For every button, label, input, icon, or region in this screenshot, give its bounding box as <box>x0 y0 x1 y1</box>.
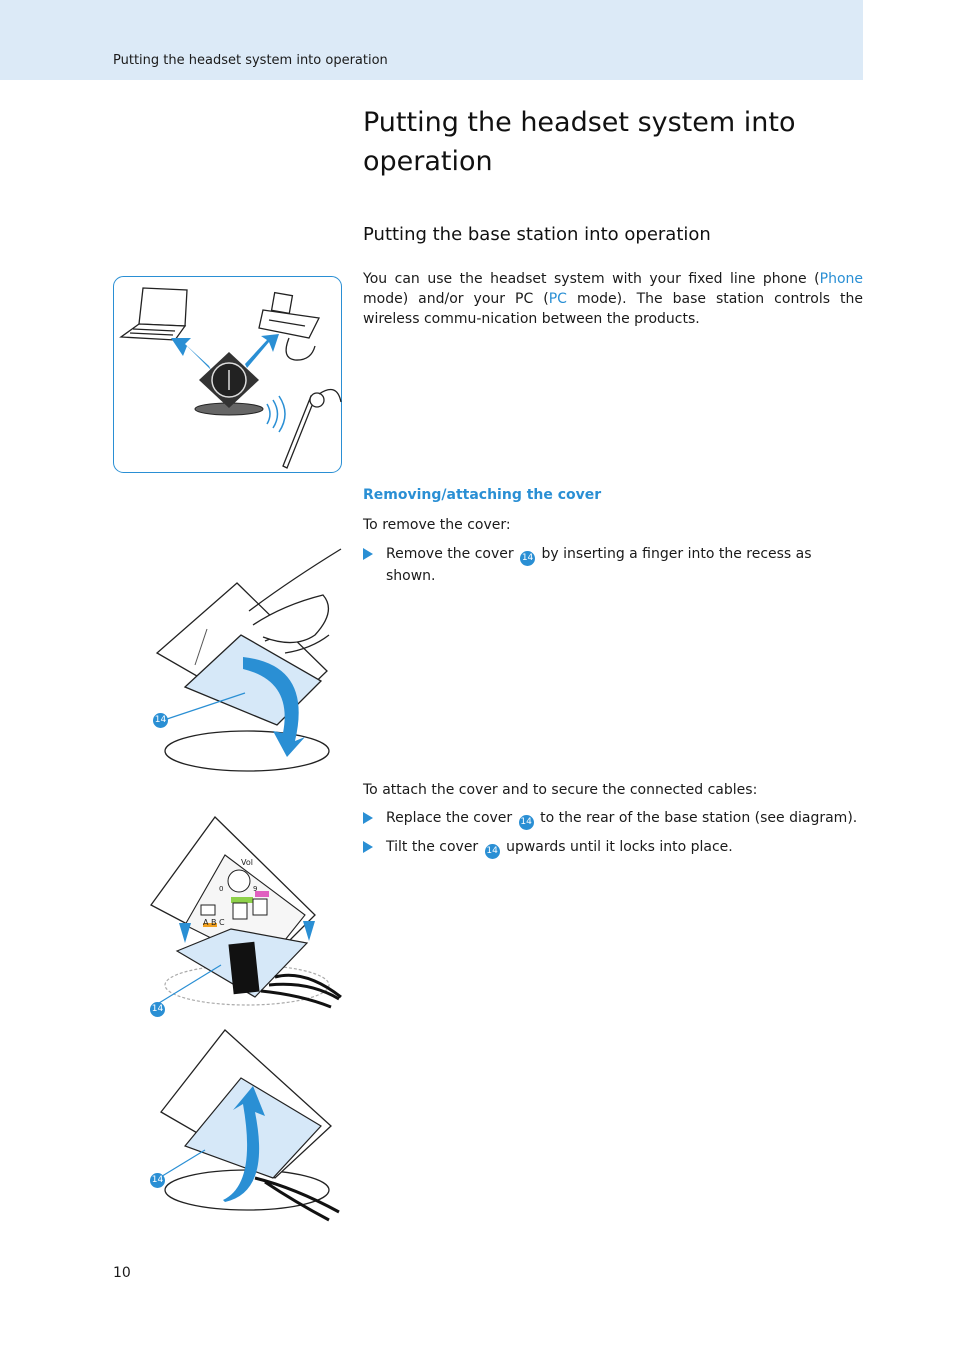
callout-14-badge: 14 <box>150 1173 165 1188</box>
section-title: Putting the base station into operation <box>363 224 711 245</box>
item-14-badge: 14 <box>485 844 500 859</box>
remove-intro: To remove the cover: <box>363 517 511 533</box>
replace-cover-figure <box>145 815 345 1024</box>
running-header: Putting the headset system into operation <box>113 53 388 68</box>
page-number: 10 <box>113 1265 131 1281</box>
dip-switch-label: A B C <box>203 918 225 927</box>
bullet-arrow-icon <box>363 548 373 560</box>
system-overview-figure <box>113 276 342 477</box>
svg-text:0: 0 <box>219 885 224 893</box>
item-14-badge: 14 <box>519 815 534 830</box>
tilt-cover-figure <box>145 1028 345 1227</box>
phone-mode-term: Phone <box>819 271 863 287</box>
bullet-arrow-icon <box>363 812 373 824</box>
attach-intro: To attach the cover and to secure the connected cables: <box>363 782 758 798</box>
attach-step-2: Tilt the cover 14 upwards until it locks into place. <box>363 837 863 859</box>
remove-cover-figure <box>145 545 345 779</box>
remove-step: Remove the cover 14 by inserting a finger into the recess as shown. <box>363 544 863 586</box>
callout-14-badge: 14 <box>153 713 168 728</box>
item-14-badge: 14 <box>520 551 535 566</box>
cover-heading: Removing/attaching the cover <box>363 487 602 503</box>
callout-14-badge: 14 <box>150 1002 165 1017</box>
volume-label: Vol <box>241 858 253 867</box>
bullet-arrow-icon <box>363 841 373 853</box>
pc-mode-term: PC <box>548 291 567 307</box>
header-band <box>0 0 863 80</box>
page-title: Putting the headset system into operation <box>363 107 796 177</box>
svg-text:9: 9 <box>253 885 258 893</box>
attach-step-1: Replace the cover 14 to the rear of the base station (see diagram). <box>363 808 863 830</box>
intro-paragraph: You can use the headset system with your fixed line phone (Phone mode) and/or your PC (PC mode). The base station controls the wireless commu-nication between the products. <box>363 271 863 327</box>
